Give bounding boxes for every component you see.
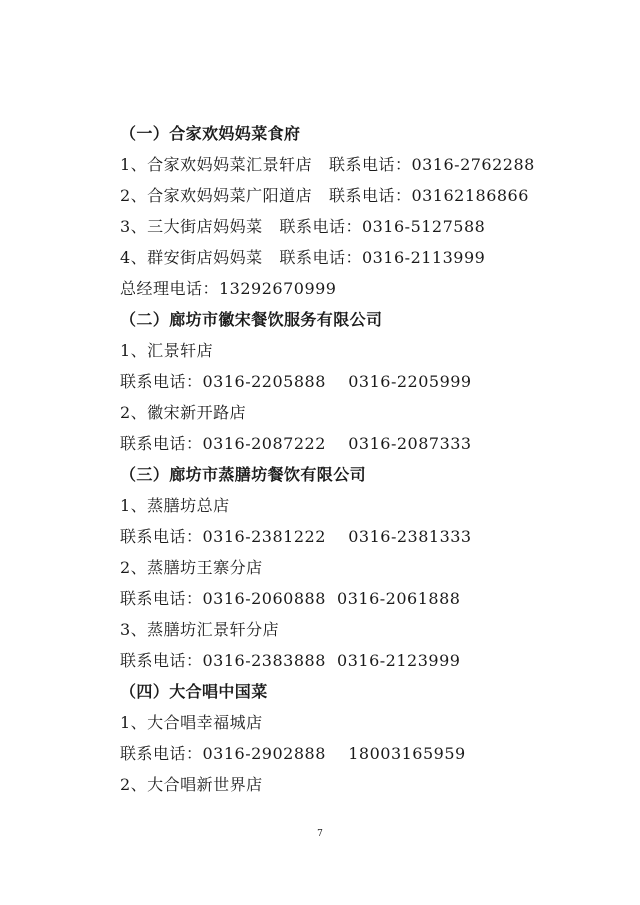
section-3-line-3: 2、蒸膳坊王寨分店 <box>120 558 263 577</box>
section-2-line-1: 1、汇景轩店 <box>120 341 214 360</box>
section-2-line-3: 2、徽宋新开路店 <box>120 403 247 422</box>
section-2-line-2: 联系电话：0316-2205888 0316-2205999 <box>120 372 472 391</box>
section-1-line-4: 4、群安街店妈妈菜 联系电话：0316-2113999 <box>120 248 486 267</box>
section-1-line-3: 3、三大街店妈妈菜 联系电话：0316-5127588 <box>120 217 486 236</box>
section-4-line-3: 2、大合唱新世界店 <box>120 775 263 794</box>
section-heading-1: （一）合家欢妈妈菜食府 <box>120 124 301 143</box>
section-2-line-4: 联系电话：0316-2087222 0316-2087333 <box>120 434 472 453</box>
section-3-line-2: 联系电话：0316-2381222 0316-2381333 <box>120 527 472 546</box>
section-3-line-1: 1、蒸膳坊总店 <box>120 496 230 515</box>
section-3-line-4: 联系电话：0316-2060888 0316-2061888 <box>120 589 461 608</box>
section-1-line-5: 总经理电话：13292670999 <box>120 279 337 298</box>
section-3-line-5: 3、蒸膳坊汇景轩分店 <box>120 620 280 639</box>
section-heading-2: （二）廊坊市徽宋餐饮服务有限公司 <box>120 310 383 329</box>
section-heading-4: （四）大合唱中国菜 <box>120 682 268 701</box>
section-4-line-1: 1、大合唱幸福城店 <box>120 713 263 732</box>
section-3-line-6: 联系电话：0316-2383888 0316-2123999 <box>120 651 461 670</box>
section-1-line-1: 1、合家欢妈妈菜汇景轩店 联系电话：0316-2762288 <box>120 155 535 174</box>
section-1-line-2: 2、合家欢妈妈菜广阳道店 联系电话：03162186866 <box>120 186 529 205</box>
section-heading-3: （三）廊坊市蒸膳坊餐饮有限公司 <box>120 465 367 484</box>
section-4-line-2: 联系电话：0316-2902888 18003165959 <box>120 744 466 763</box>
page-number: 7 <box>317 829 323 839</box>
